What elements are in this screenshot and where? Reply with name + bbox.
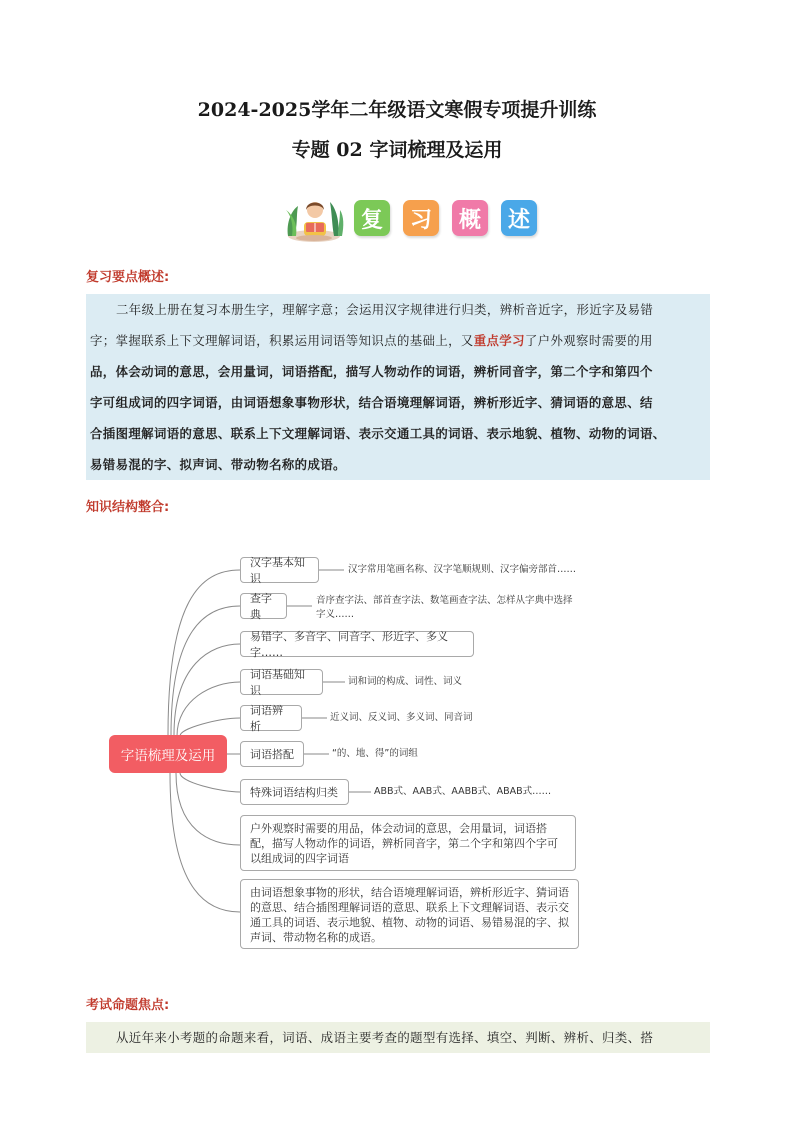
banner-char-shu: 述 [501, 200, 537, 236]
desc-word-basics: 词和词的构成、词性、词义 [348, 676, 463, 687]
desc-word-collocation: “的、地、得”的词组 [332, 748, 418, 759]
mindmap-center: 字语梳理及运用 [109, 735, 227, 773]
node-hanzi-basics: 汉字基本知识 [240, 557, 319, 583]
desc-special-structures: ABB式、AAB式、AABB式、ABAB式…… [374, 786, 552, 797]
node-word-discrimination: 词语辨析 [240, 705, 302, 731]
node-outdoor-words: 户外观察时需要的用品，体会动词的意思，会用量词，词语搭配，描写人物动作的词语，辨析同音字，第二个字和第四个字可以组成词的四字词语 [240, 815, 576, 871]
node-dictionary: 查字典 [240, 593, 287, 619]
banner-char-gai: 概 [452, 200, 488, 236]
banner-char-xi: 习 [403, 200, 439, 236]
document-subtitle: 专题 02 字词梳理及运用 [291, 139, 503, 161]
overview-heading: 复习要点概述: [86, 270, 170, 285]
overview-line: 字可组成词的四字词语，由词语想象事物形状，结合语境理解词语，辨析形近字、猜词语的意思、结 [90, 395, 653, 410]
node-context-words: 由词语想象事物的形状，结合语境理解词语，辨析形近字、猜词语的意思、结合插图理解词语的意思、联系上下文理解词语、表示交通工具的词语、表示地貌、植物、动物的词语、易错易混的字、拟声词、带动物名称的成语。 [240, 879, 579, 949]
overview-line: 字；掌握联系上下文理解词语，积累运用词语等知识点的基础上，又重点学习了户外观察时需要的用 [90, 333, 653, 348]
exam-heading: 考试命题焦点: [86, 998, 170, 1013]
overview-line: 易错易混的字、拟声词、带动物名称的成语。 [90, 457, 346, 472]
exam-line: 从近年来小考题的命题来看，词语、成语主要考查的题型有选择、填空、判断、辨析、归类、搭 [116, 1030, 654, 1045]
banner-char-fu: 复 [354, 200, 390, 236]
document-title: 2024-2025学年二年级语文寒假专项提升训练 [197, 99, 597, 121]
overview-line: 品，体会动词的意思，会用量词，词语搭配，描写人物动作的词语，辨析同音字，第二个字和第四个 [90, 364, 653, 379]
node-word-collocation: 词语搭配 [240, 741, 304, 767]
exam-paragraph [86, 1022, 710, 1053]
node-word-basics: 词语基础知识 [240, 669, 323, 695]
desc-hanzi-basics: 汉字常用笔画名称、汉字笔顺规则、汉字偏旁部首…… [348, 564, 577, 575]
node-confusable-chars: 易错字、多音字、同音字、形近字、多义字…… [240, 631, 474, 657]
highlight-key-study: 重点学习 [473, 333, 525, 348]
desc-word-discrimination: 近义词、反义词、多义词、同音词 [330, 712, 473, 723]
review-overview-banner [282, 192, 544, 244]
desc-dictionary: 音序查字法、部首查字法、数笔画查字法、怎样从字典中选择字义…… [316, 595, 573, 620]
overview-line: 二年级上册在复习本册生字，理解字意；会运用汉字规律进行归类，辨析音近字，形近字及易错 [116, 302, 654, 317]
reading-girl-illustration [282, 192, 348, 244]
overview-line: 合插图理解词语的意思、联系上下文理解词语、表示交通工具的词语、表示地貌、植物、动物的词语、 [90, 426, 666, 441]
node-special-structures: 特殊词语结构归类 [240, 779, 349, 805]
structure-heading: 知识结构整合: [86, 500, 170, 515]
overview-paragraph [86, 294, 710, 480]
